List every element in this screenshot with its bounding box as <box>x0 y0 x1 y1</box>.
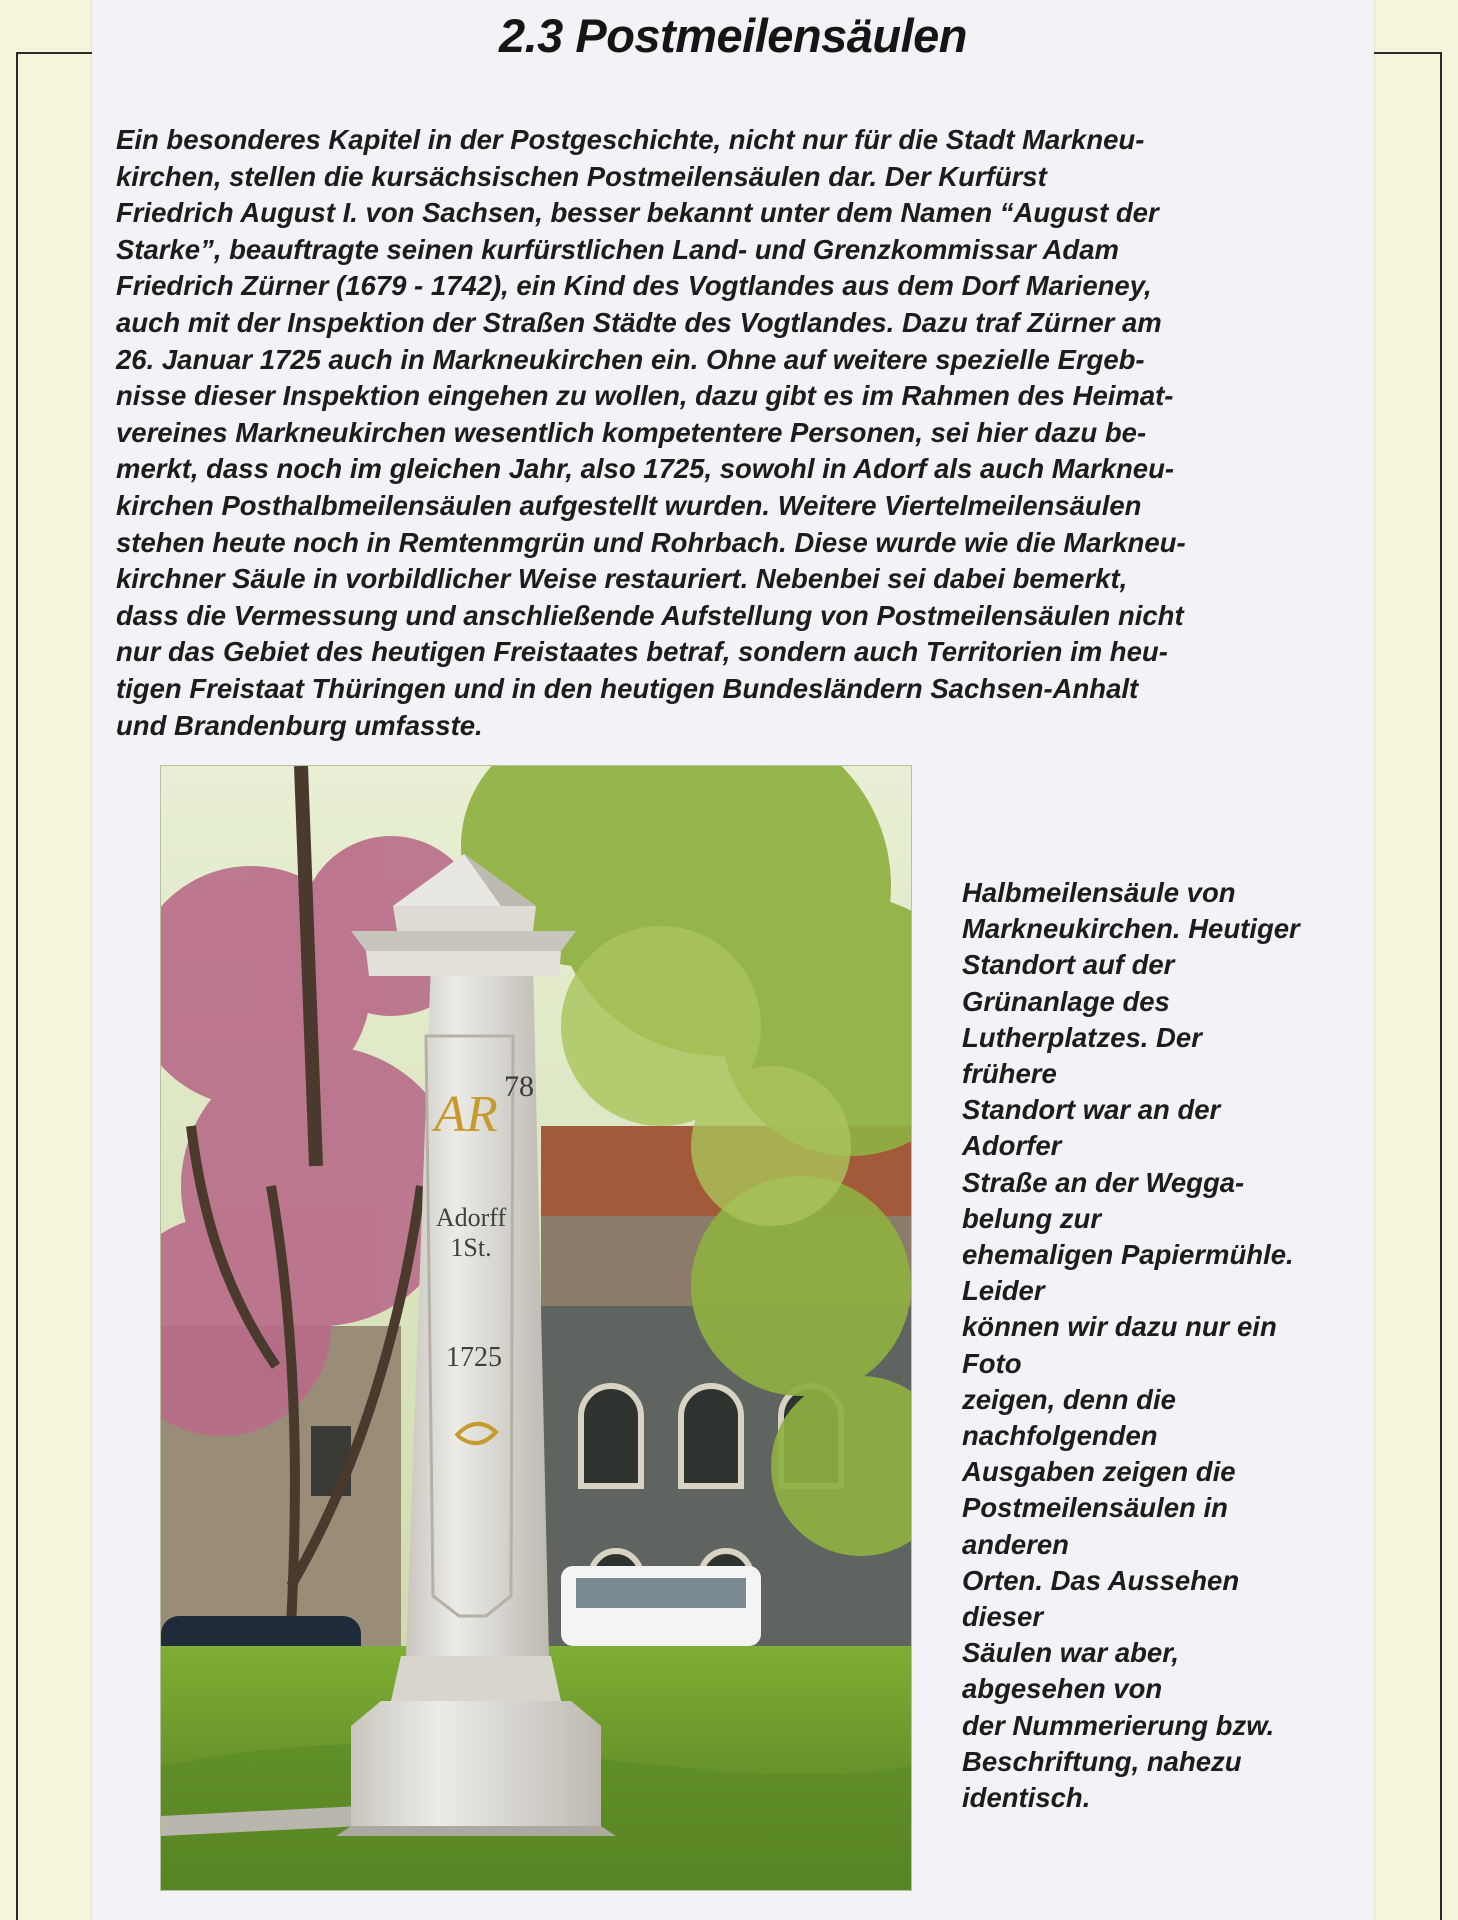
caption-text-line: Lutherplatzes. Der <box>962 1021 1202 1053</box>
album-mount-edge-right <box>1440 52 1442 1920</box>
caption-text-line: Foto <box>962 1347 1022 1379</box>
body-text-line: Ein besonderes Kapitel in der Postgeschichte, nicht nur für die Stadt Markneu- <box>116 124 1145 155</box>
body-text-line: nisse dieser Inspektion eingehen zu wollen, dazu gibt es im Rahmen des Heimat- <box>116 380 1174 412</box>
body-text-line: kirchner Säule in vorbildlicher Weise restauriert. Nebenbei sei dabei bemerkt, <box>116 563 1128 595</box>
body-text-line: und Brandenburg umfasste. <box>116 709 483 741</box>
column-year: 1725 <box>446 1342 502 1373</box>
body-text-line: dass die Vermessung und anschließende Aufstellung von Postmeilensäulen nicht <box>116 599 1184 631</box>
caption-text-line: ehemaligen Papiermühle. <box>962 1239 1294 1271</box>
body-text-line: merkt, dass noch im gleichen Jahr, also 1725, sowohl in Adorf als auch Markneu- <box>116 453 1175 485</box>
caption-text-line: Beschriftung, nahezu <box>962 1745 1242 1777</box>
body-text-line: tigen Freistaat Thüringen und in den heutigen Bundesländern Sachsen-Anhalt <box>116 672 1139 704</box>
column-monogram: AR <box>434 1086 498 1143</box>
body-text-line: Friedrich Zürner (1679 - 1742), ein Kind des Vogtlandes aus dem Dorf Marieney, <box>116 270 1152 302</box>
caption-text-line: Standort war an der <box>962 1094 1221 1126</box>
caption-text-line: Halbmeilensäule von <box>962 877 1236 908</box>
caption-text-line: Markneukirchen. Heutiger <box>962 913 1300 945</box>
body-text-line: auch mit der Inspektion der Straßen Städte des Vogtlandes. Dazu traf Zürner am <box>116 306 1162 338</box>
caption-text-line: Grünanlage des <box>962 985 1170 1017</box>
photo-caption <box>962 875 1362 1816</box>
milestone-photo-image <box>161 766 911 1890</box>
caption-text-line: zeigen, denn die <box>962 1383 1176 1415</box>
body-text-line: vereines Markneukirchen wesentlich kompetentere Personen, sei hier dazu be- <box>116 416 1147 448</box>
caption-text-line: Säulen war aber, <box>962 1637 1180 1669</box>
caption-text-line: abgesehen von <box>962 1673 1163 1705</box>
column-side-number: 78 <box>504 1070 534 1103</box>
body-text-line: kirchen, stellen die kursächsischen Postmeilensäulen dar. Der Kurfürst <box>116 160 1047 192</box>
caption-text-line: frühere <box>962 1058 1057 1090</box>
caption-text-line: Leider <box>962 1275 1045 1307</box>
caption-text-line: Standort auf der <box>962 949 1175 981</box>
body-paragraph <box>116 122 1356 744</box>
body-text-line: Friedrich August I. von Sachsen, besser bekannt unter dem Namen “August der <box>116 197 1159 229</box>
body-text-line: nur das Gebiet des heutigen Freistaates betraf, sondern auch Territorien im heu- <box>116 636 1168 668</box>
caption-text-line: Straße an der Wegga- <box>962 1166 1245 1198</box>
caption-text-line: Ausgaben zeigen die <box>962 1456 1236 1488</box>
album-mount-line-right <box>1374 52 1442 54</box>
body-text-line: 26. Januar 1725 auch in Markneukirchen ein. Ohne auf weitere spezielle Ergeb- <box>116 343 1145 375</box>
album-mount-line-left <box>16 52 92 54</box>
column-distance: 1St. <box>450 1233 492 1262</box>
body-text-line: stehen heute noch in Remtenmgrün und Rohrbach. Diese wurde wie die Markneu- <box>116 526 1186 558</box>
column-place: Adorff <box>435 1203 507 1232</box>
body-text-line: Starke”, beauftragte seinen kurfürstlichen Land- und Grenzkommissar Adam <box>116 233 1119 265</box>
caption-text-line: Adorfer <box>962 1130 1062 1162</box>
caption-text-line: Orten. Das Aussehen <box>962 1564 1240 1596</box>
caption-text-line: können wir dazu nur ein <box>962 1311 1277 1343</box>
caption-text-line: Postmeilensäulen in <box>962 1492 1228 1524</box>
album-mount-edge-left <box>16 52 18 1920</box>
caption-text-line: dieser <box>962 1601 1044 1633</box>
caption-text-line: belung zur <box>962 1202 1102 1234</box>
caption-text-line: nachfolgenden <box>962 1420 1158 1452</box>
caption-text-line: anderen <box>962 1528 1069 1560</box>
caption-text-line: identisch. <box>962 1782 1091 1814</box>
page-title: 2.3 Postmeilensäulen <box>498 9 968 62</box>
caption-text-line: der Nummerierung bzw. <box>962 1709 1275 1741</box>
milestone-photo <box>160 765 912 1891</box>
body-text-line: kirchen Posthalbmeilensäulen aufgestellt wurden. Weitere Viertelmeilensäulen <box>116 489 1142 521</box>
album-sheet <box>92 0 1374 1920</box>
